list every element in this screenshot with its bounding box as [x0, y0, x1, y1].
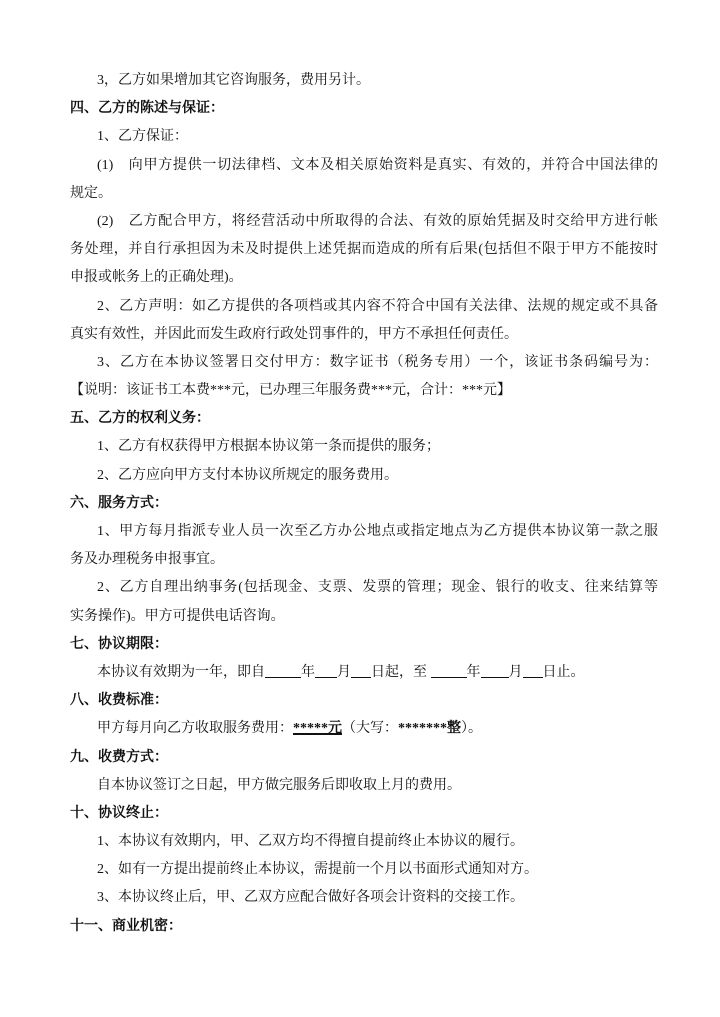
section-heading: 六、服务方式： [70, 495, 168, 511]
term-text: 本协议有效期为一年，即自 [97, 664, 265, 680]
note: 【说明：该证书工本费***元，已办理三年服务费***元，合计：***元】 [70, 383, 511, 399]
fee-amount-caps: *******整 [398, 721, 461, 737]
paragraph: 2、乙方声明：如乙方提供的各项档或其内容不符合中国有关法律、法规的规定或不具备 [97, 298, 658, 314]
fee-text: 甲方每月向乙方收取服务费用： [97, 721, 293, 737]
start-day-blank [351, 663, 371, 678]
paragraph: (2) 乙方配合甲方，将经营活动中所取得的合法、有效的原始凭据及时交给甲方进行帐 [97, 213, 658, 229]
end-year-blank [431, 663, 467, 678]
section-heading: 五、乙方的权利义务： [70, 411, 210, 427]
paragraph: 2、乙方自理出纳事务(包括现金、支票、发票的管理；现金、银行的收支、往来结算等 [97, 580, 658, 596]
paragraph: 1、乙方有权获得甲方根据本协议第一条而提供的服务； [97, 439, 440, 455]
paragraph: 1、乙方保证： [97, 129, 188, 145]
term-line [70, 659, 658, 687]
paragraph: 3、本协议终止后，甲、乙双方应配合做好各项会计资料的交接工作。 [97, 890, 524, 906]
fee-amount: *****元 [293, 721, 342, 737]
section-heading: 七、协议期限： [70, 636, 168, 652]
term-from-label: 日起，至 [371, 664, 427, 680]
term-month-label-2: 月 [508, 664, 523, 680]
term-year-label-2: 年 [466, 664, 481, 680]
section-heading: 九、收费方式： [70, 749, 168, 765]
paragraph: 自本协议签订之日起，甲方做完服务后即收取上月的费用。 [97, 777, 461, 793]
paragraph: 务处理，并自行承担因为未及时提供上述凭据而造成的所有后果(包括但不限于甲方不能按时 [70, 242, 658, 258]
section-heading: 八、收费标准： [70, 693, 168, 709]
term-month-label: 月 [337, 664, 351, 680]
start-year-blank [265, 663, 301, 678]
paragraph: (1) 向甲方提供一切法律档、文本及相关原始资料是真实、有效的，并符合中国法律的 [97, 157, 658, 173]
section-heading: 四、乙方的陈述与保证： [70, 101, 224, 117]
document-page [70, 67, 658, 941]
section-heading: 十一、商业机密： [70, 918, 182, 934]
term-end-label: 日止。 [542, 664, 585, 680]
fee-line [70, 715, 658, 743]
end-month-blank [481, 663, 509, 678]
start-month-blank [315, 663, 337, 678]
term-year-label: 年 [301, 664, 315, 680]
paragraph: 3、乙方在本协议签署日交付甲方：数字证书（税务专用）一个，该证书条码编号为： [97, 354, 658, 370]
fee-close: ）。 [461, 721, 482, 737]
section-heading: 十、协议终止： [70, 805, 168, 821]
paragraph: 1、本协议有效期内，甲、乙双方均不得擅自提前终止本协议的履行。 [97, 834, 524, 850]
paragraph: 规定。 [70, 185, 112, 201]
paragraph: 实务操作)。甲方可提供电话咨询。 [70, 608, 285, 624]
paragraph: 2、如有一方提出提前终止本协议，需提前一个月以书面形式通知对方。 [97, 862, 538, 878]
paragraph: 真实有效性，并因此而发生政府行政处罚事件的，甲方不承担任何责任。 [70, 326, 518, 342]
fee-caps-label: （大写： [342, 721, 398, 737]
paragraph: 务及办理税务申报事宜。 [70, 552, 224, 568]
paragraph: 1、甲方每月指派专业人员一次至乙方办公地点或指定地点为乙方提供本协议第一款之服 [97, 524, 658, 539]
end-day-blank [523, 663, 543, 678]
paragraph: 申报或帐务上的正确处理)。 [70, 270, 243, 286]
paragraph: 2、乙方应向甲方支付本协议所规定的服务费用。 [97, 467, 398, 483]
paragraph: 3，乙方如果增加其它咨询服务，费用另计。 [97, 73, 370, 88]
